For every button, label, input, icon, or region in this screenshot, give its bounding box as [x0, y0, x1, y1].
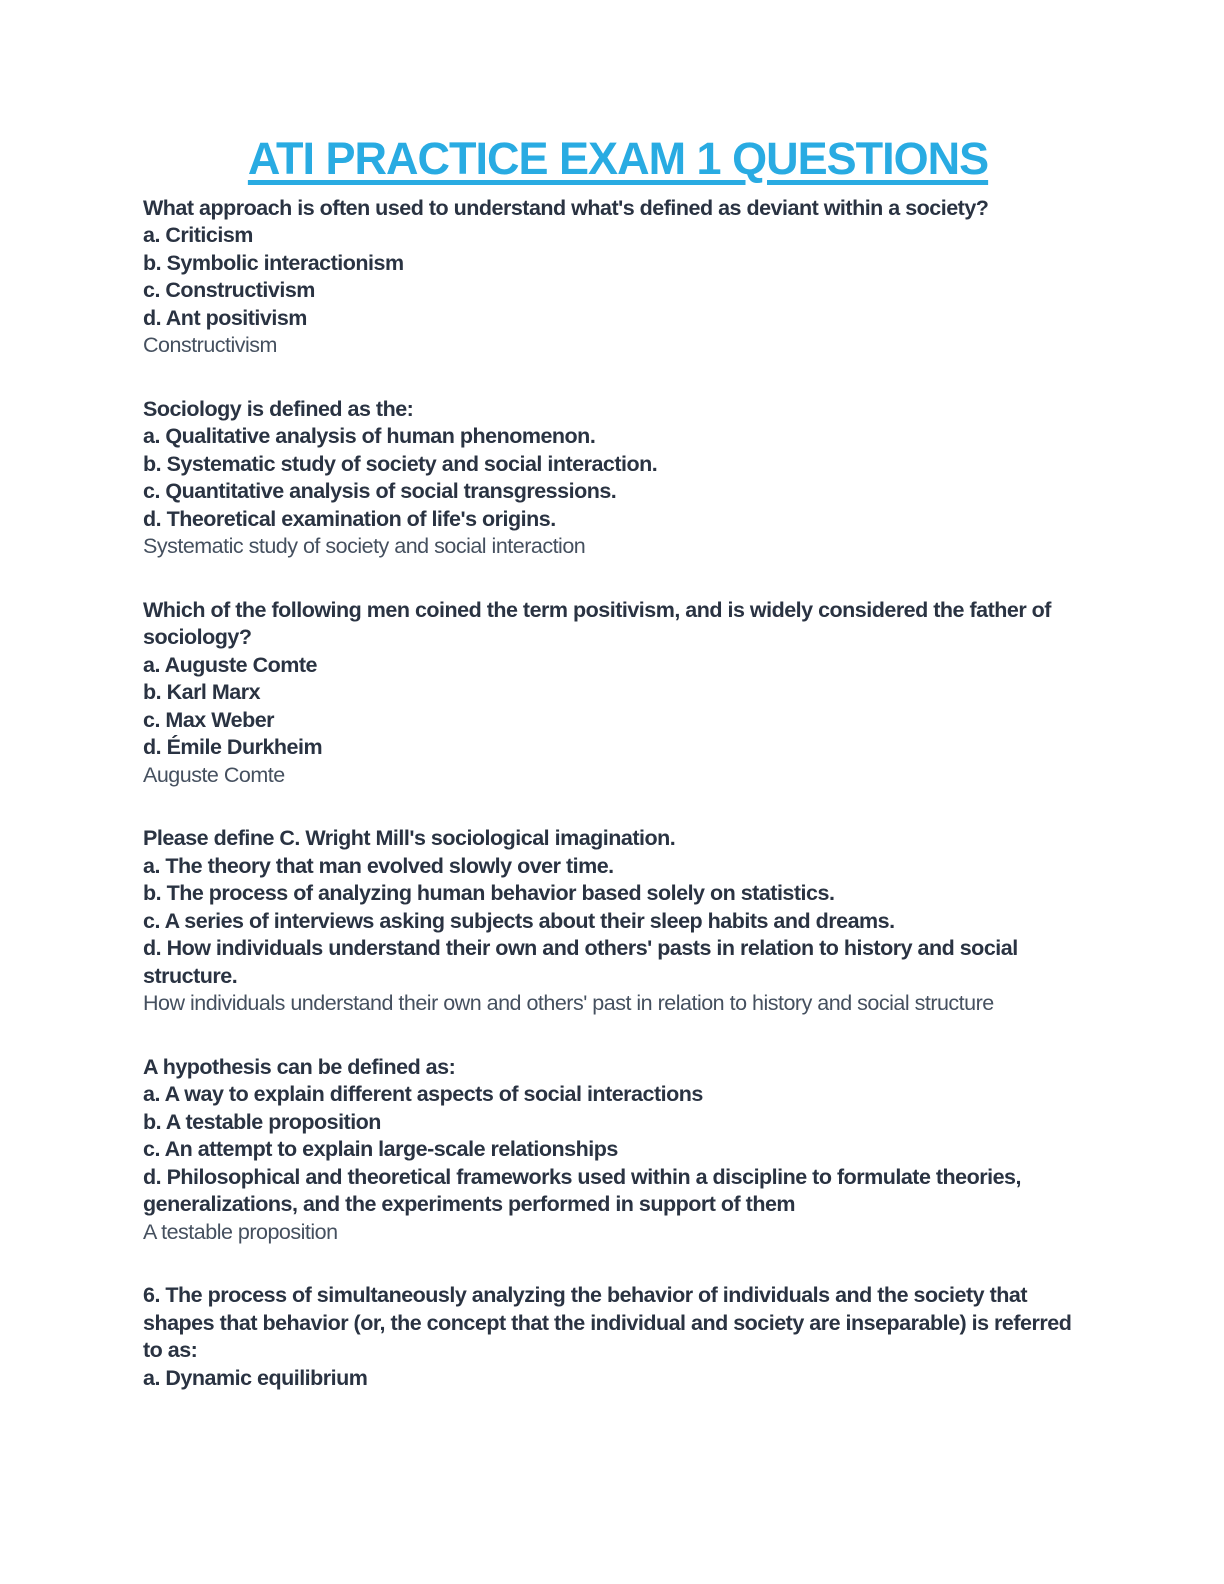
- answer-option: a. A way to explain different aspects of social interactions: [143, 1082, 703, 1107]
- question-text: A hypothesis can be defined as:: [143, 1054, 456, 1079]
- answer-option: c. Max Weber: [143, 707, 275, 732]
- answer-option: a. Criticism: [143, 223, 253, 248]
- answer-option: d. How individuals understand their own and others' pasts in relation to history and social structure.: [143, 936, 1018, 988]
- answer-option: a. Dynamic equilibrium: [143, 1365, 368, 1390]
- question-block: [143, 825, 1093, 1018]
- page-title: ATI PRACTICE EXAM 1 QUESTIONS: [247, 133, 989, 184]
- answer-option: c. Quantitative analysis of social transgressions.: [143, 479, 617, 504]
- question-text: Sociology is defined as the:: [143, 396, 414, 421]
- question-block: [143, 396, 1093, 561]
- answer-option: a. Qualitative analysis of human phenomenon.: [143, 424, 596, 449]
- correct-answer-text: How individuals understand their own and others' past in relation to history and social structure: [143, 991, 994, 1016]
- answer-option: b. A testable proposition: [143, 1109, 381, 1134]
- answer-option: a. Auguste Comte: [143, 652, 317, 677]
- answer-option: b. Karl Marx: [143, 680, 261, 705]
- answer-option: b. Systematic study of society and social interaction.: [143, 451, 658, 476]
- answer-option: d. Theoretical examination of life's origins.: [143, 506, 556, 531]
- answer-option: c. An attempt to explain large-scale relationships: [143, 1137, 618, 1162]
- answer-option: d. Ant positivism: [143, 305, 307, 330]
- question-text: 6. The process of simultaneously analyzing the behavior of individuals and the society that shapes that behavior (or, the concept that the individual and society are inseparable) is referred to as:: [143, 1283, 1072, 1363]
- answer-option: b. The process of analyzing human behavior based solely on statistics.: [143, 881, 835, 906]
- question-list: [143, 195, 1093, 1393]
- answer-option: c. Constructivism: [143, 278, 315, 303]
- question-block: [143, 195, 1093, 360]
- question-block: [143, 1054, 1093, 1247]
- correct-answer-text: Systematic study of society and social interaction: [143, 534, 586, 559]
- correct-answer-text: A testable proposition: [143, 1219, 338, 1244]
- correct-answer-text: Constructivism: [143, 333, 277, 358]
- answer-option: a. The theory that man evolved slowly over time.: [143, 853, 614, 878]
- question-text: What approach is often used to understand what's defined as deviant within a society?: [143, 195, 989, 220]
- question-block: [143, 597, 1093, 790]
- question-text: Which of the following men coined the term positivism, and is widely considered the father of sociology?: [143, 597, 1051, 650]
- correct-answer-text: Auguste Comte: [143, 762, 285, 787]
- answer-option: d. Émile Durkheim: [143, 735, 323, 760]
- answer-option: b. Symbolic interactionism: [143, 250, 404, 275]
- answer-option: d. Philosophical and theoretical frameworks used within a discipline to formulate theories, generalizations, and the experiments performed in support of them: [143, 1164, 1021, 1217]
- answer-option: c. A series of interviews asking subjects about their sleep habits and dreams.: [143, 908, 895, 933]
- question-text: Please define C. Wright Mill's sociological imagination.: [143, 826, 676, 851]
- question-block: [143, 1282, 1093, 1392]
